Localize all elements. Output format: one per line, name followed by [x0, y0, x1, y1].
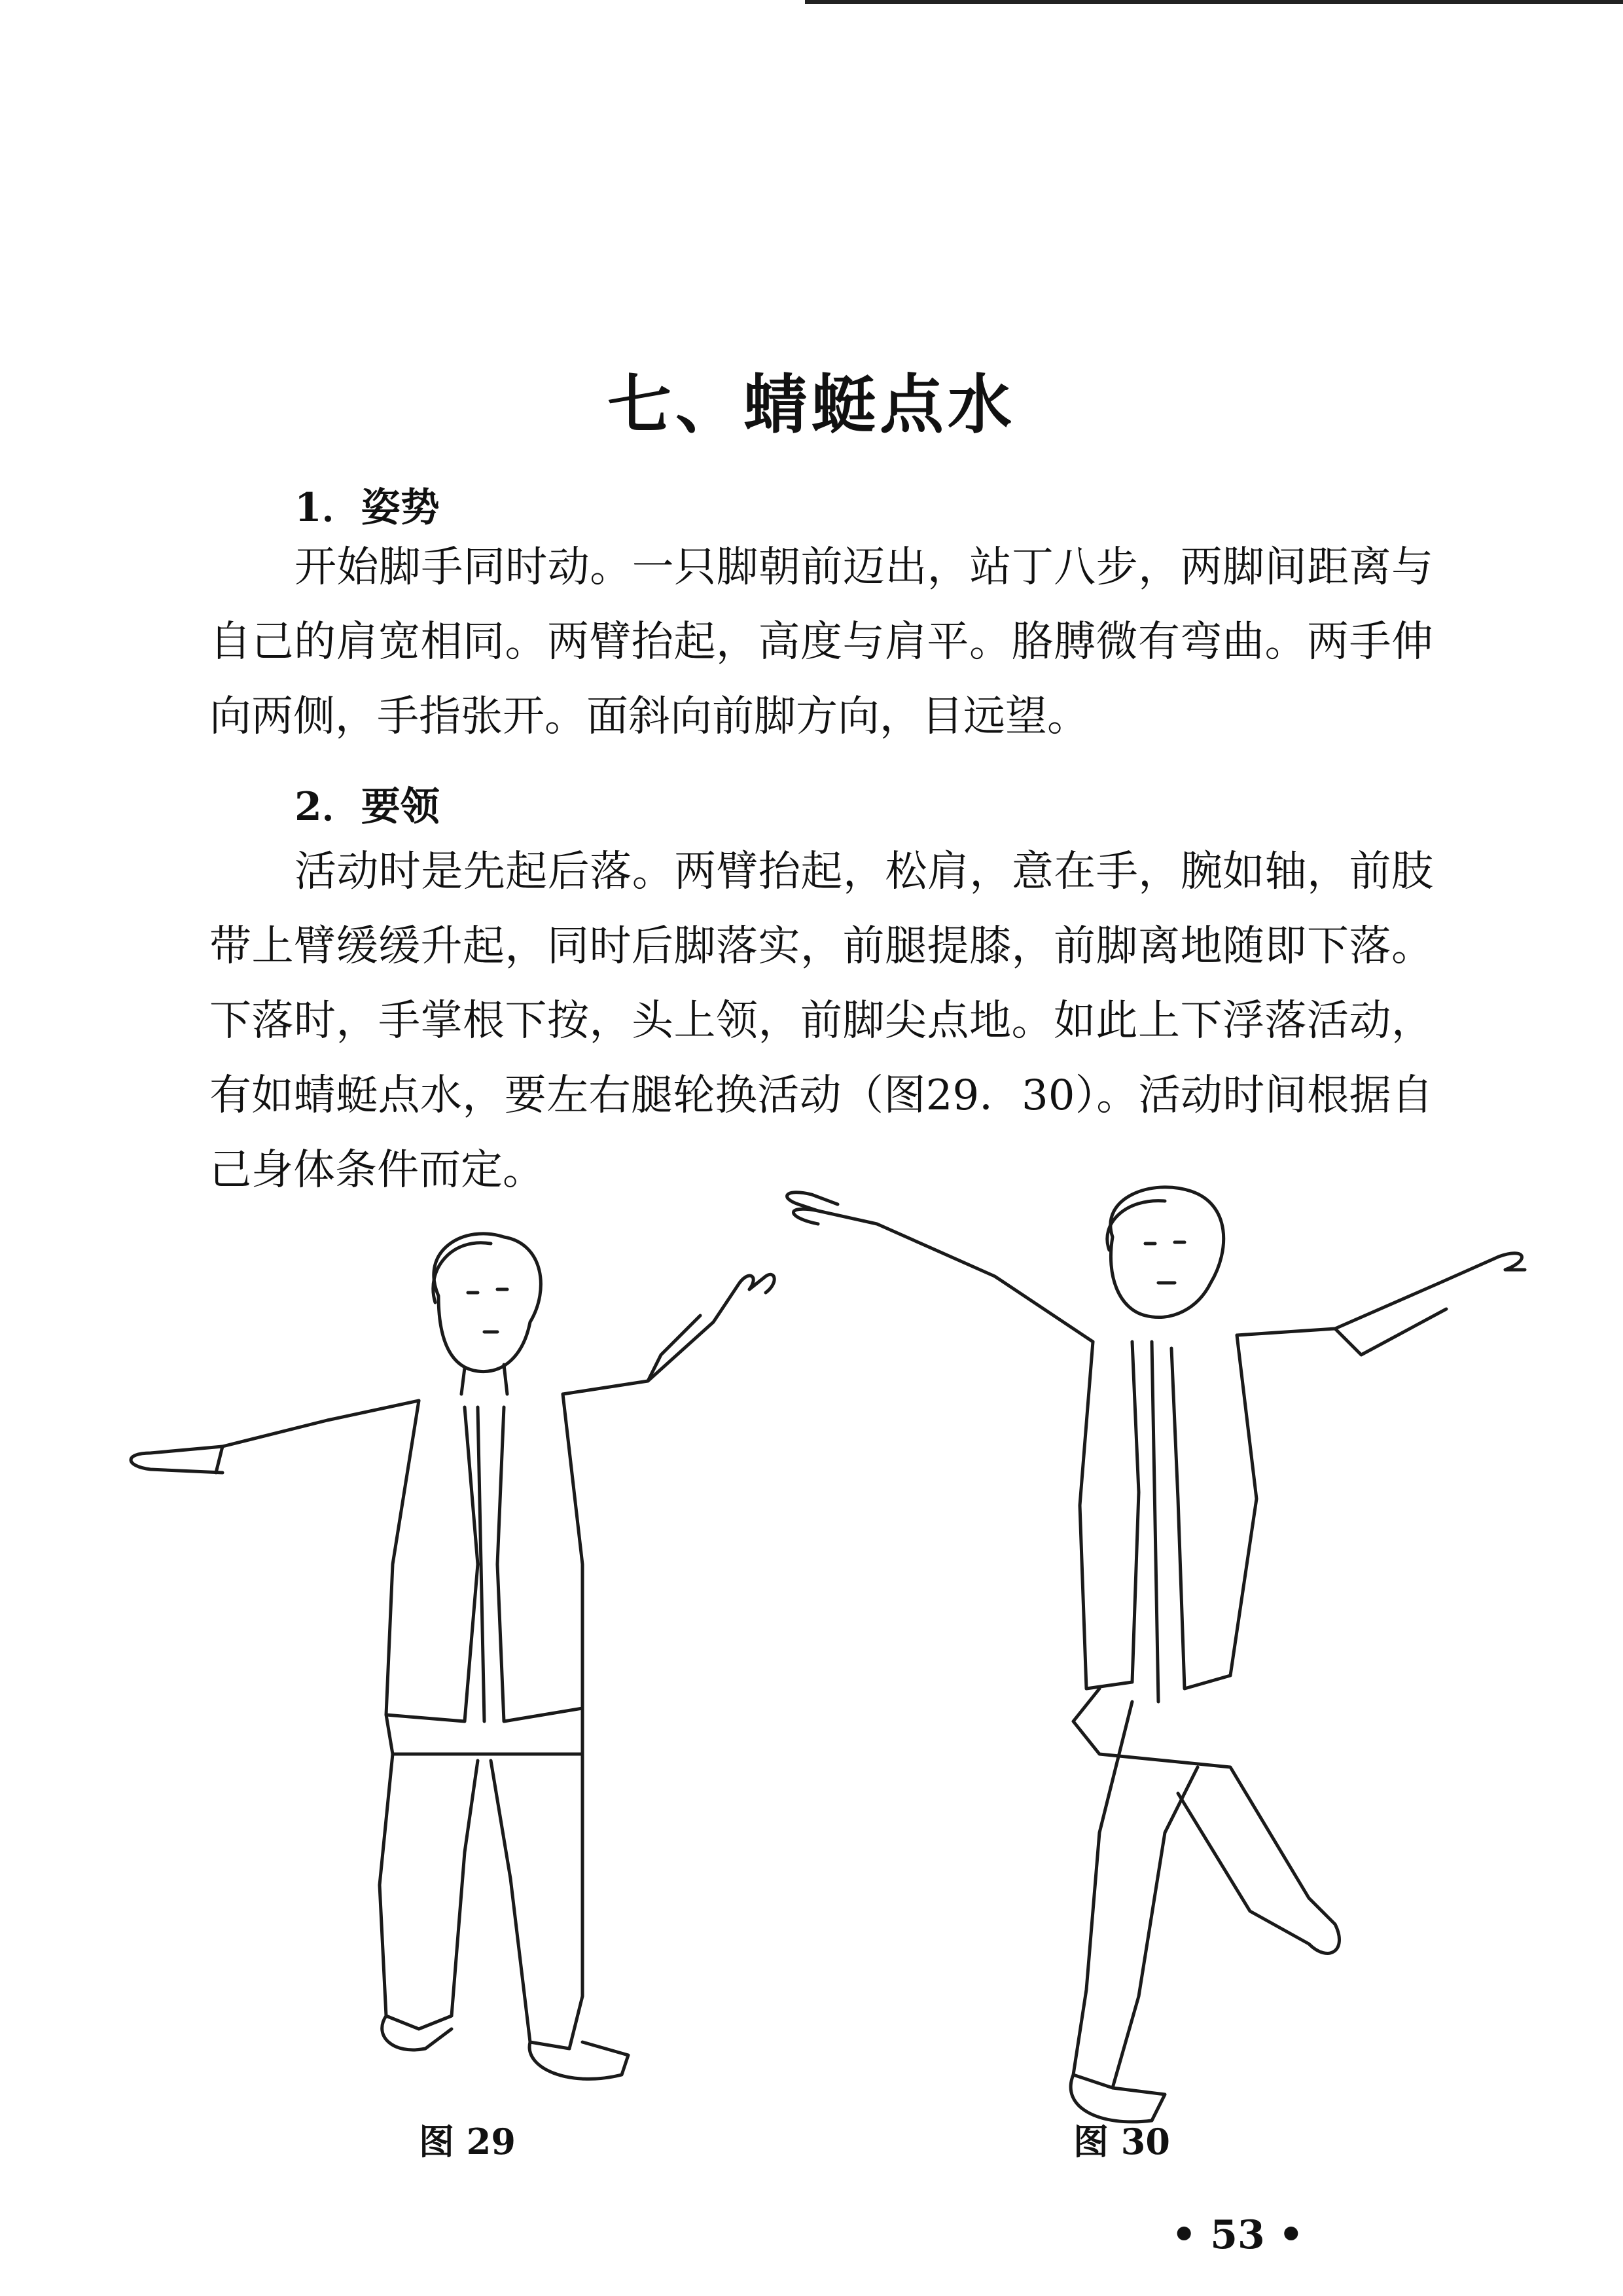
page-title: 七、蜻蜓点水 — [607, 367, 1016, 442]
top-border-line — [805, 0, 1623, 4]
figure-29-caption: 图 29 — [419, 2121, 516, 2162]
section-heading-posture: 1．姿势 — [294, 485, 440, 531]
figure-30-caption: 图 30 — [1073, 2121, 1170, 2162]
section-text-essentials: 活动时是先起后落。两臂抬起，松肩，意在手，腕如轴，前肢带上臂缓缓升起，同时后脚落实，前腿提膝，前脚离地随即下落。下落时，手掌根下按，头上领，前脚尖点地。如此上下浮落活动，有如蜻蜓点水，要左右腿轮换活动（图29．30）。活动时间根据自己身体条件而定。 — [209, 848, 1433, 1194]
figure-30-illustration — [707, 1178, 1584, 2160]
figure-29-illustration — [111, 1198, 798, 2094]
page-number: • 53 • — [1171, 2212, 1304, 2258]
section-heading-essentials: 2．要领 — [294, 784, 440, 830]
section-text-posture: 开始脚手同时动。一只脚朝前迈出，站丁八步，两脚间距离与自己的肩宽相同。两臂抬起，高度与肩平。胳膊微有弯曲。两手伸向两侧，手指张开。面斜向前脚方向，目远望。 — [209, 543, 1433, 741]
